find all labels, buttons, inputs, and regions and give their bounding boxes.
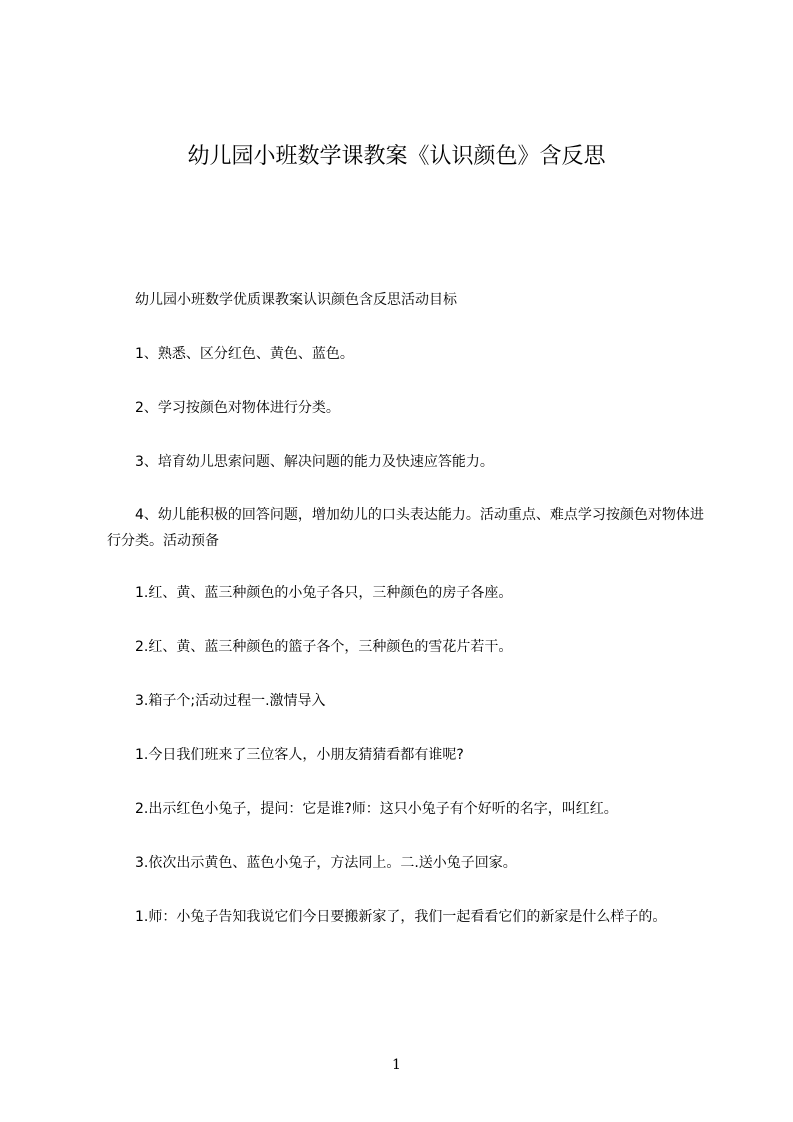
paragraph-prep-3: 3.箱子个;活动过程一.激情导入 (107, 693, 326, 709)
paragraph-process-1: 1.今日我们班来了三位客人，小朋友猜猜看都有谁呢? (107, 747, 464, 763)
paragraph-prep-1: 1.红、黄、蓝三种颜色的小兔子各只，三种颜色的房子各座。 (107, 585, 513, 601)
paragraph-goal-1: 1、熟悉、区分红色、黄色、蓝色。 (107, 346, 354, 362)
page-number: 1 (392, 1057, 401, 1073)
document-title: 幼儿园小班数学课教案《认识颜色》含反思 (187, 144, 606, 169)
paragraph-intro: 幼儿园小班数学优质课教案认识颜色含反思活动目标 (107, 292, 457, 308)
paragraph-prep-2: 2.红、黄、蓝三种颜色的篮子各个，三种颜色的雪花片若干。 (107, 639, 513, 655)
paragraph-process-3: 3.依次出示黄色、蓝色小兔子，方法同上。二.送小兔子回家。 (107, 855, 517, 871)
paragraph-process-2: 2.出示红色小兔子，提问：它是谁?师：这只小兔子有个好听的名字，叫红红。 (107, 801, 618, 817)
paragraph-goal-3: 3、培育幼儿思索问题、解决问题的能力及快速应答能力。 (107, 454, 494, 470)
paragraph-process-4: 1.师：小兔子告知我说它们今日要搬新家了，我们一起看看它们的新家是什么样子的。 (107, 909, 667, 925)
paragraph-goal-2: 2、学习按颜色对物体进行分类。 (107, 400, 340, 416)
paragraph-goal-4: 4、幼儿能积极的回答问题，增加幼儿的口头表达能力。活动重点、难点学习按颜色对物体进行分类。活动预备 (107, 507, 704, 549)
